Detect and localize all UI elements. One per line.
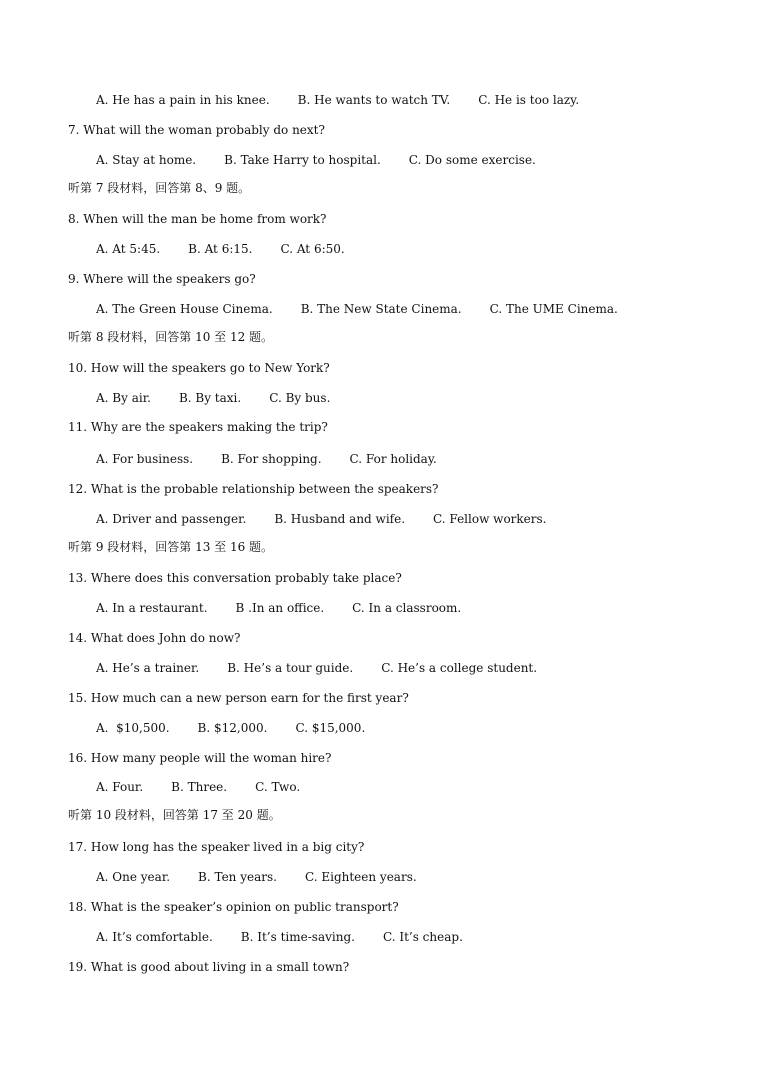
answer-options bbox=[96, 451, 437, 467]
section-instruction: 听第 7 段材料，回答第 8、9 题。 bbox=[68, 181, 251, 195]
answer-option: A. At 5:45. bbox=[96, 242, 161, 256]
answer-options bbox=[96, 869, 417, 885]
answer-option: B. $12,000. bbox=[197, 721, 268, 735]
answer-option: B. Take Harry to hospital. bbox=[224, 153, 381, 167]
answer-option: B .In an office. bbox=[235, 601, 325, 615]
answer-option: A. For business. bbox=[96, 452, 194, 466]
answer-option: A. Stay at home. bbox=[96, 153, 197, 167]
question-text: 13. Where does this conversation probably take place? bbox=[68, 571, 402, 585]
answer-option: C. Fellow workers. bbox=[433, 512, 547, 526]
answer-option: A. He has a pain in his knee. bbox=[96, 93, 270, 107]
section-instruction: 听第 9 段材料，回答第 13 至 16 题。 bbox=[68, 540, 274, 554]
answer-option: B. He’s a tour guide. bbox=[227, 661, 354, 675]
answer-options bbox=[96, 92, 579, 108]
question-text: 15. How much can a new person earn for the first year? bbox=[68, 691, 409, 705]
answer-option: A. It’s comfortable. bbox=[96, 930, 213, 944]
answer-options bbox=[96, 720, 365, 736]
answer-option: C. $15,000. bbox=[295, 721, 366, 735]
question-text: 10. How will the speakers go to New York? bbox=[68, 361, 330, 375]
answer-option: B. Husband and wife. bbox=[274, 512, 406, 526]
answer-option: C. It’s cheap. bbox=[382, 930, 463, 944]
answer-option: B. The New State Cinema. bbox=[300, 302, 462, 316]
answer-option: C. He is too lazy. bbox=[478, 93, 580, 107]
answer-option: A. The Green House Cinema. bbox=[96, 302, 273, 316]
question-text: 7. What will the woman probably do next? bbox=[68, 123, 325, 137]
answer-option: C. At 6:50. bbox=[280, 242, 345, 256]
question-text: 17. How long has the speaker lived in a big city? bbox=[68, 840, 365, 854]
question-text: 16. How many people will the woman hire? bbox=[68, 751, 332, 765]
answer-option: C. For holiday. bbox=[349, 452, 437, 466]
answer-option: B. He wants to watch TV. bbox=[297, 93, 451, 107]
answer-option: B. For shopping. bbox=[221, 452, 322, 466]
question-text: 11. Why are the speakers making the trip? bbox=[68, 420, 328, 434]
question-text: 12. What is the probable relationship between the speakers? bbox=[68, 482, 439, 496]
question-text: 18. What is the speaker’s opinion on public transport? bbox=[68, 900, 399, 914]
answer-option: A. By air. bbox=[96, 391, 151, 405]
answer-option: C. Do some exercise. bbox=[408, 153, 536, 167]
question-text: 19. What is good about living in a small town? bbox=[68, 960, 350, 974]
answer-option: C. The UME Cinema. bbox=[489, 302, 618, 316]
answer-options bbox=[96, 241, 345, 257]
answer-option: C. Eighteen years. bbox=[304, 870, 417, 884]
question-text: 14. What does John do now? bbox=[68, 631, 241, 645]
answer-options bbox=[96, 600, 461, 616]
section-instruction: 听第 10 段材料，回答第 17 至 20 题。 bbox=[68, 808, 281, 822]
answer-option: C. He’s a college student. bbox=[381, 661, 538, 675]
answer-options bbox=[96, 660, 537, 676]
question-text: 8. When will the man be home from work? bbox=[68, 212, 327, 226]
answer-option: A. One year. bbox=[96, 870, 171, 884]
answer-options bbox=[96, 511, 547, 527]
answer-option: B. Ten years. bbox=[198, 870, 277, 884]
answer-option: A. Driver and passenger. bbox=[96, 512, 247, 526]
answer-option: C. By bus. bbox=[269, 391, 331, 405]
answer-option: C. In a classroom. bbox=[352, 601, 462, 615]
answer-option: B. It’s time-saving. bbox=[240, 930, 355, 944]
question-text: 9. Where will the speakers go? bbox=[68, 272, 256, 286]
answer-options bbox=[96, 152, 536, 168]
answer-option: B. At 6:15. bbox=[188, 242, 253, 256]
answer-option: A. In a restaurant. bbox=[96, 601, 208, 615]
section-instruction: 听第 8 段材料，回答第 10 至 12 题。 bbox=[68, 330, 274, 344]
answer-option: C. Two. bbox=[255, 780, 301, 794]
answer-options bbox=[96, 301, 618, 317]
answer-options bbox=[96, 929, 463, 945]
answer-option: A. $10,500. bbox=[96, 721, 170, 735]
answer-option: A. Four. bbox=[96, 780, 144, 794]
answer-option: B. By taxi. bbox=[178, 391, 242, 405]
answer-options bbox=[96, 390, 330, 406]
answer-option: B. Three. bbox=[171, 780, 228, 794]
answer-option: A. He’s a trainer. bbox=[96, 661, 200, 675]
answer-options bbox=[96, 779, 300, 795]
